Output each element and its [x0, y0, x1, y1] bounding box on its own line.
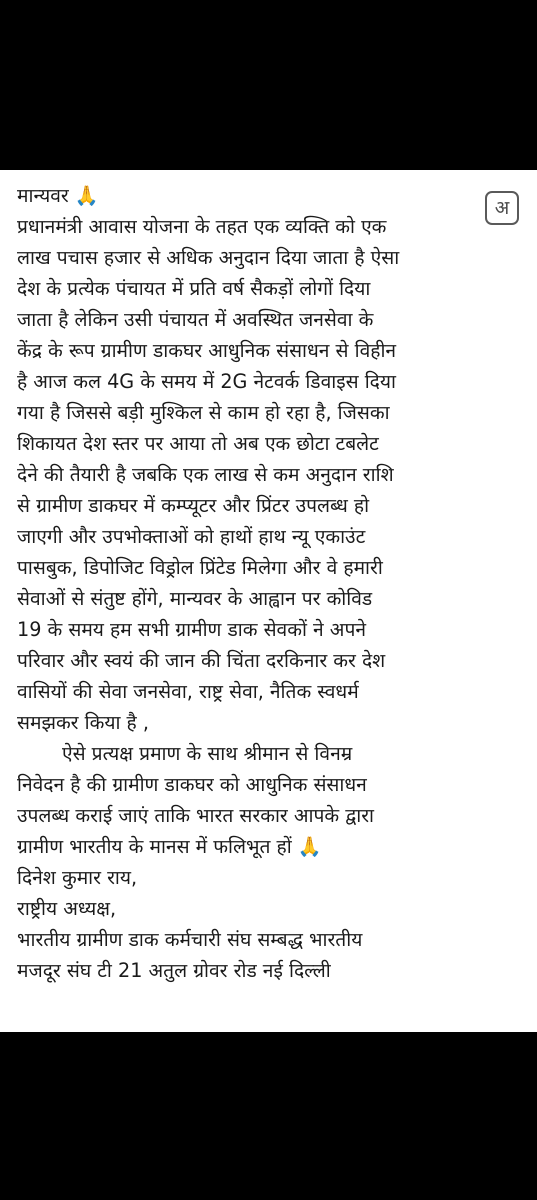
post-line: केंद्र के रूप ग्रामीण डाकघर आधुनिक संसाधन से विहीन [17, 339, 397, 362]
post-line: राष्ट्रीय अध्यक्ष, [17, 897, 117, 920]
post-line: जाएगी और उपभोक्ताओं को हाथों हाथ न्यू एकाउंट [17, 525, 366, 548]
post-line: है आज कल 4G के समय में 2G नेटवर्क डिवाइस दिया [17, 370, 396, 393]
post-line: जाता है लेकिन उसी पंचायत में अवस्थित जनसेवा के [17, 308, 374, 331]
post-line: समझकर किया है , [17, 711, 149, 734]
post-body [17, 180, 479, 986]
post-line: भारतीय ग्रामीण डाक कर्मचारी संघ सम्बद्ध भारतीय [17, 928, 363, 951]
post-line: सेवाओं से संतुष्ट होंगे, मान्यवर के आह्वान पर कोविड [17, 587, 373, 610]
post-line: पासबुक, डिपोजिट विड्रोल प्रिंटेड मिलेगा और वे हमारी [17, 556, 383, 579]
post-line: वासियों की सेवा जनसेवा, राष्ट्र सेवा, नैतिक स्वधर्म [17, 680, 359, 703]
post-line: ऐसे प्रत्यक्ष प्रमाण के साथ श्रीमान से विनम्र [62, 742, 353, 765]
post-line: 19 के समय हम सभी ग्रामीण डाक सेवकों ने अपने [17, 618, 366, 641]
post-line: देने की तैयारी है जबकि एक लाख से कम अनुदान राशि [17, 463, 394, 486]
post-line: निवेदन है की ग्रामीण डाकघर को आधुनिक संसाधन [17, 773, 367, 796]
post-line: परिवार और स्वयं की जान की चिंता दरकिनार कर देश [17, 649, 386, 672]
post-line: शिकायत देश स्तर पर आया तो अब एक छोटा टबलेट [17, 432, 379, 455]
post-line: प्रधानमंत्री आवास योजना के तहत एक व्यक्ति को एक [17, 215, 387, 238]
post-line: देश के प्रत्येक पंचायत में प्रति वर्ष सैकड़ों लोगों दिया [17, 277, 371, 300]
post-line: उपलब्ध कराई जाएं ताकि भारत सरकार आपके द्वारा [17, 804, 375, 827]
post-line: मान्यवर 🙏 [17, 184, 99, 207]
post-line: मजदूर संघ टी 21 अतुल ग्रोवर रोड नई दिल्ली [17, 959, 331, 982]
post-line: से ग्रामीण डाकघर में कम्प्यूटर और प्रिंटर उपलब्ध हो [17, 494, 370, 517]
post-line: ग्रामीण भारतीय के मानस में फलिभूत हों 🙏 [17, 835, 322, 858]
post-line: दिनेश कुमार राय, [17, 866, 138, 889]
post-line: लाख पचास हजार से अधिक अनुदान दिया जाता है ऐसा [17, 246, 400, 269]
post-line: गया है जिससे बड़ी मुश्किल से काम हो रहा है, जिसका [17, 401, 390, 424]
translate-button[interactable]: अ [485, 191, 519, 225]
